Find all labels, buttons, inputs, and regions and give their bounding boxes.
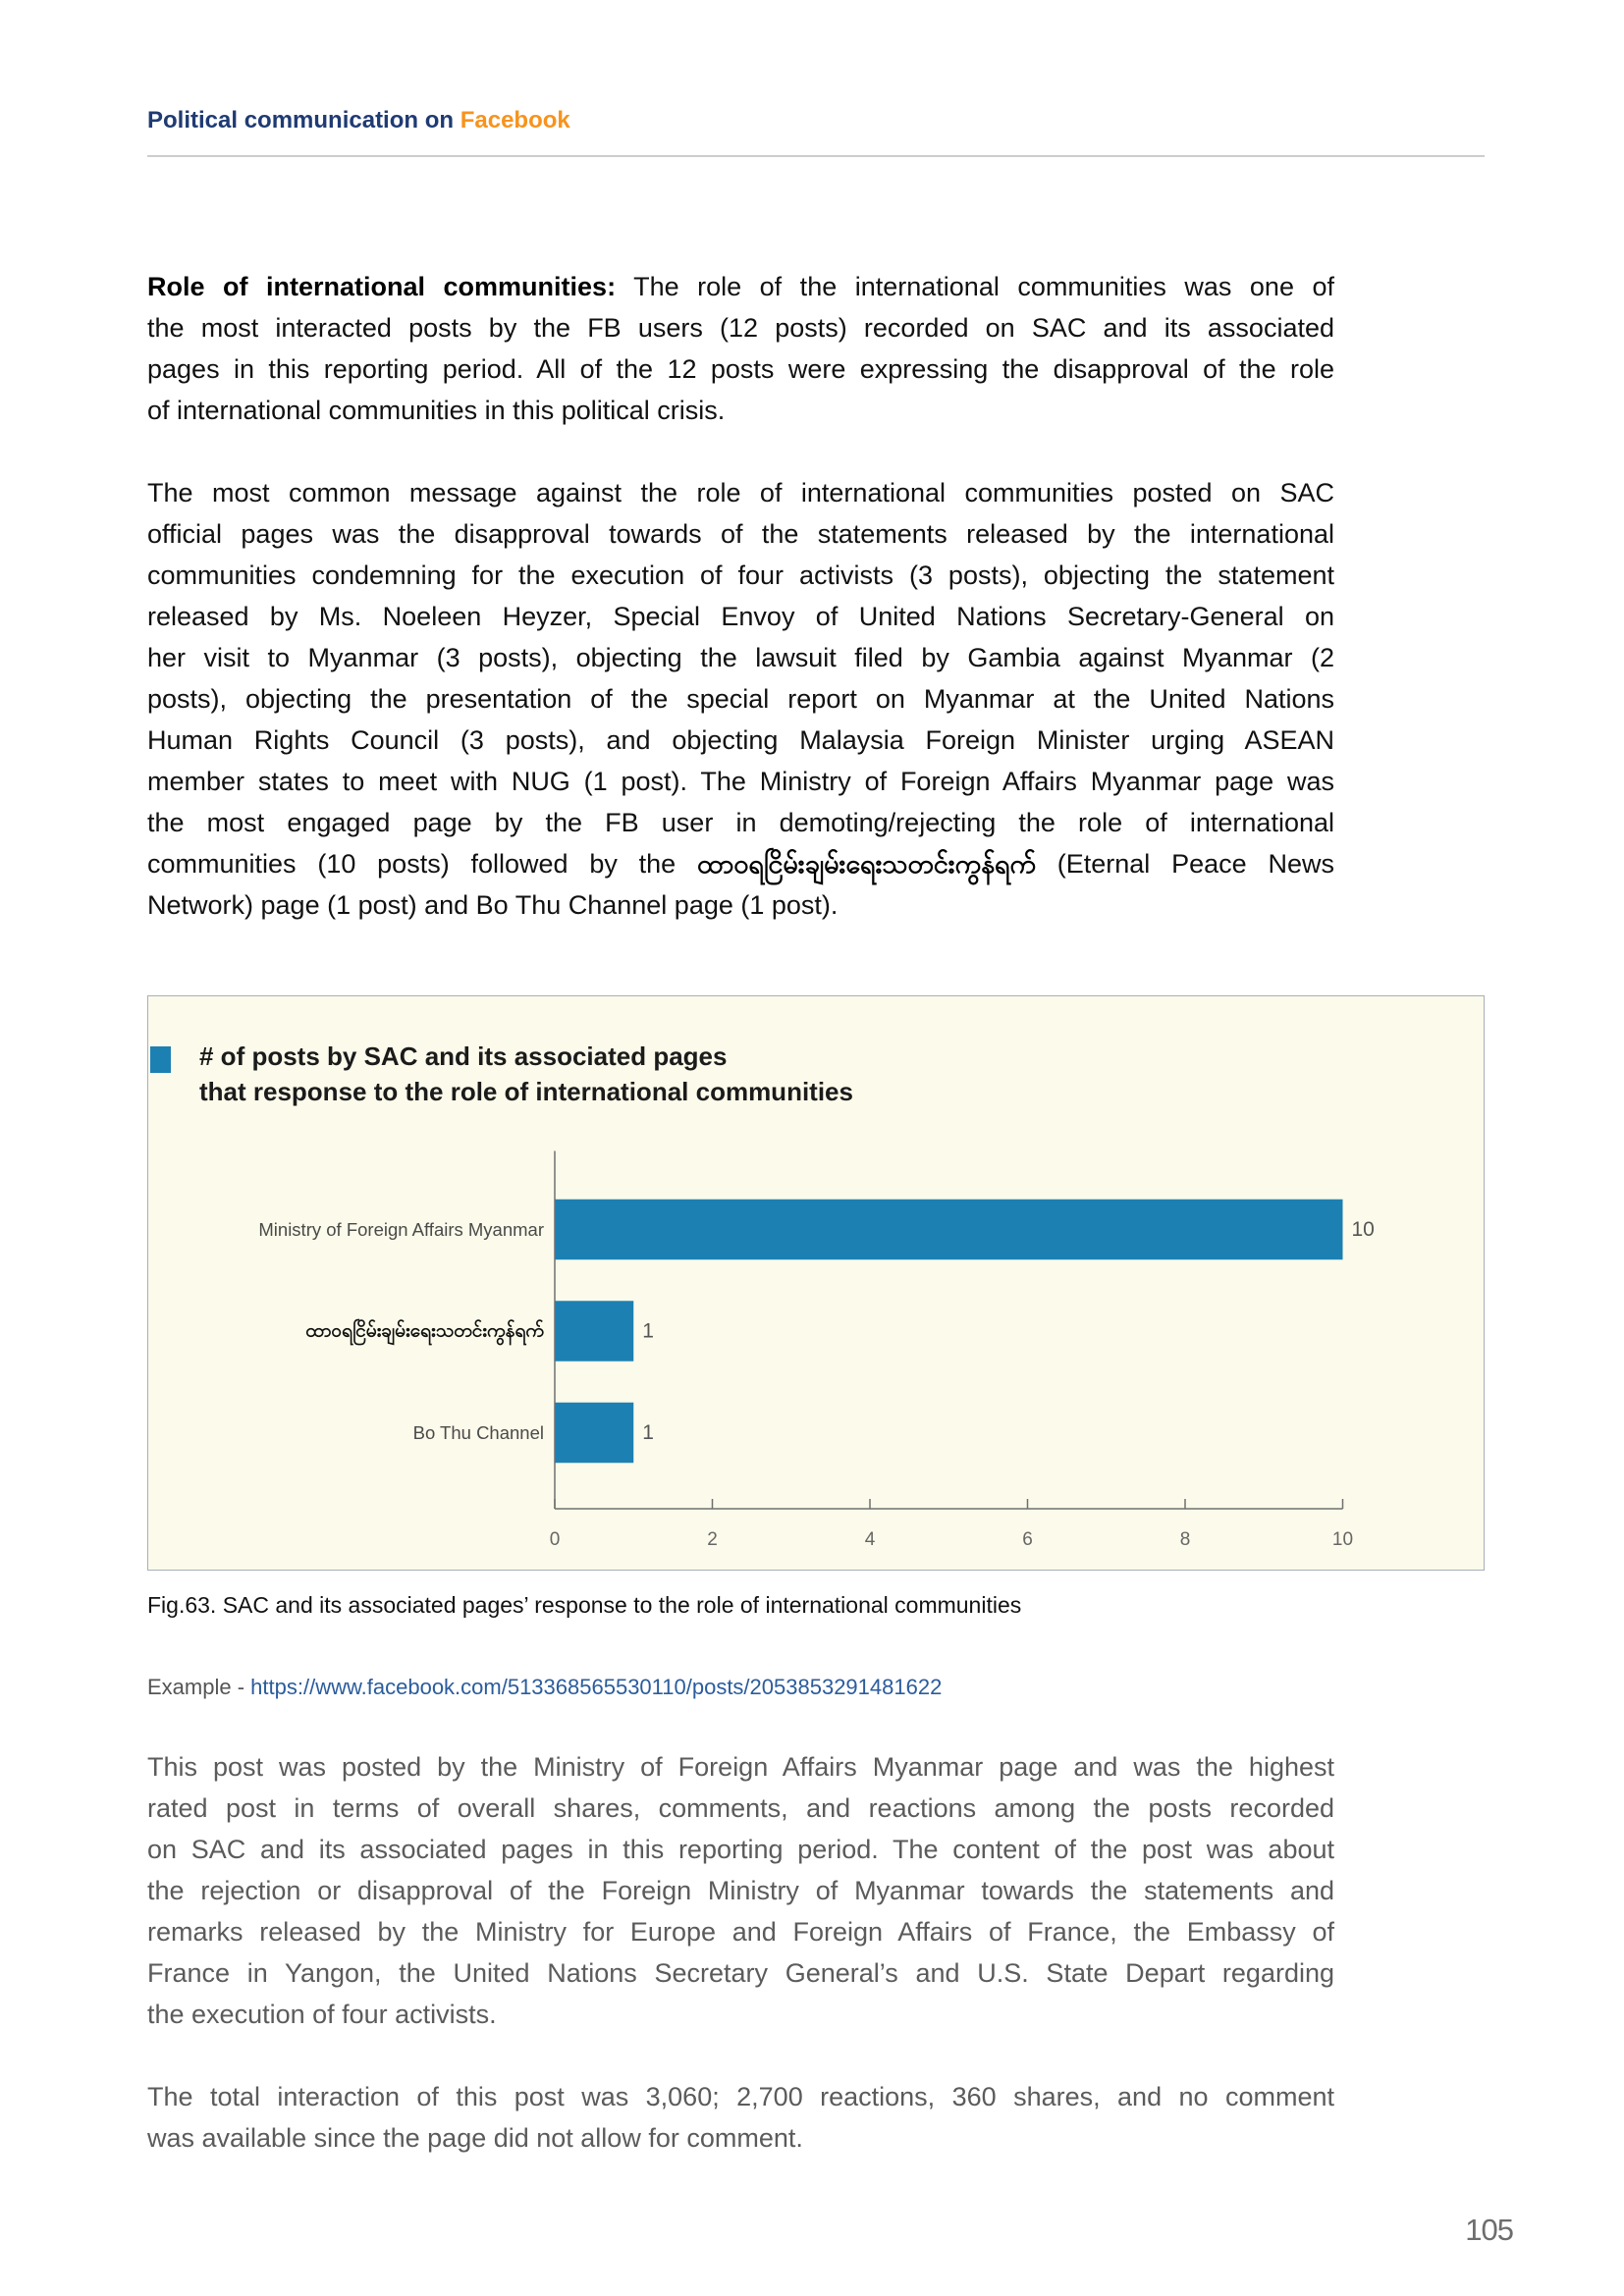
- chart-title-line: that response to the role of international communities: [199, 1077, 853, 1106]
- myanmar-page-name: ထာဝရငြိမ်းချမ်းရေးသတင်းကွန်ရက်: [697, 849, 1036, 879]
- bar-value-label: 10: [1351, 1218, 1375, 1241]
- chart-title: [199, 1039, 853, 1109]
- x-tick-label: 4: [864, 1529, 876, 1550]
- paragraph-line: the most engaged page by the FB user in demoting/rejecting the role of international: [147, 808, 1334, 837]
- paragraph-line: The total interaction of this post was 3,060; 2,700 reactions, 360 shares, and no comment: [147, 2082, 1334, 2111]
- paragraph-line: The most common message against the role of international communities posted on SAC: [147, 478, 1334, 507]
- paragraph-line: released by Ms. Noeleen Heyzer, Special Envoy of United Nations Secretary-General on: [147, 602, 1334, 631]
- example-post-link[interactable]: https://www.facebook.com/513368565530110/posts/2053853291481622: [250, 1675, 943, 1699]
- category-label: Ministry of Foreign Affairs Myanmar: [258, 1219, 544, 1240]
- intro-paragraph: [147, 266, 1334, 431]
- paragraph-line: remarks released by the Ministry for Europe and Foreign Affairs of France, the Embassy of: [147, 1917, 1334, 1947]
- paragraph-line: official pages was the disapproval towards of the statements released by the international: [147, 519, 1334, 549]
- paragraph-line: was available since the page did not allow for comment.: [147, 2123, 803, 2153]
- total-paragraph: [147, 2076, 1334, 2159]
- details-paragraph: [147, 1746, 1334, 2035]
- bar-ministry-of-foreign-affairs-myanmar: [555, 1200, 1343, 1260]
- example-line: [147, 1673, 942, 1702]
- paragraph-line: [147, 843, 1334, 884]
- messages-paragraph: [147, 472, 1334, 926]
- paragraph-line: Human Rights Council (3 posts), and objecting Malaysia Foreign Minister urging ASEAN: [147, 725, 1334, 755]
- section-lead: Role of international communities:: [147, 272, 617, 301]
- header-divider: [147, 155, 1485, 157]
- line-text: The role of the international communities was one of: [633, 272, 1334, 301]
- chart-title-line: # of posts by SAC and its associated pages: [199, 1041, 728, 1071]
- paragraph-line: rated post in terms of overall shares, comments, and reactions among the posts recorded: [147, 1793, 1334, 1823]
- paragraph-line: of international communities in this political crisis.: [147, 396, 726, 425]
- x-tick-label: 0: [549, 1529, 561, 1550]
- paragraph-line: [147, 266, 1334, 307]
- x-tick-label: 8: [1179, 1529, 1191, 1550]
- x-tick-label: 2: [707, 1529, 718, 1550]
- paragraph-line: the most interacted posts by the FB users (12 posts) recorded on SAC and its associated: [147, 313, 1334, 343]
- x-tick-label: 6: [1022, 1529, 1033, 1550]
- paragraph-line: the execution of four activists.: [147, 2000, 497, 2029]
- paragraph-line: communities condemning for the execution of four activists (3 posts), objecting the statement: [147, 561, 1334, 590]
- paragraph-line: Network) page (1 post) and Bo Thu Channel page (1 post).: [147, 890, 839, 920]
- header-title-prefix: Political communication on: [147, 107, 455, 133]
- chart-title-marker: [150, 1046, 171, 1073]
- chart-panel: [147, 995, 1485, 1571]
- paragraph-line: posts), objecting the presentation of the special report on Myanmar at the United Nations: [147, 684, 1334, 714]
- example-label: Example -: [147, 1675, 245, 1699]
- figure-caption: Fig.63. SAC and its associated pages’ response to the role of international communities: [147, 1592, 1022, 1618]
- paragraph-line: her visit to Myanmar (3 posts), objecting the lawsuit filed by Gambia against Myanmar (2: [147, 643, 1334, 672]
- running-header: [147, 106, 570, 135]
- line-text: communities (10 posts) followed by the: [147, 849, 677, 879]
- paragraph-line: pages in this reporting period. All of the 12 posts were expressing the disapproval of the role: [147, 354, 1334, 384]
- bar-value-label: 1: [642, 1421, 654, 1444]
- header-title-brand: Facebook: [460, 107, 570, 133]
- bar-bo-thu-channel: [555, 1403, 633, 1464]
- paragraph-line: member states to meet with NUG (1 post). The Ministry of Foreign Affairs Myanmar page was: [147, 767, 1334, 796]
- paragraph-line: the rejection or disapproval of the Foreign Ministry of Myanmar towards the statements and: [147, 1876, 1334, 1905]
- category-label: ထာဝရငြိမ်းချမ်းရေးသတင်းကွန်ရက်: [305, 1320, 544, 1342]
- bar-value-label: 1: [642, 1319, 654, 1343]
- category-label: Bo Thu Channel: [412, 1422, 544, 1443]
- bar-category-2: [555, 1301, 633, 1362]
- paragraph-line: on SAC and its associated pages in this reporting period. The content of the post was about: [147, 1835, 1334, 1864]
- line-text: (Eternal Peace News: [1056, 849, 1334, 879]
- x-tick-label: 10: [1331, 1529, 1354, 1550]
- paragraph-line: France in Yangon, the United Nations Secretary General’s and U.S. State Depart regarding: [147, 1958, 1334, 1988]
- paragraph-line: This post was posted by the Ministry of Foreign Affairs Myanmar page and was the highest: [147, 1752, 1334, 1782]
- page-number: 105: [1465, 2213, 1513, 2247]
